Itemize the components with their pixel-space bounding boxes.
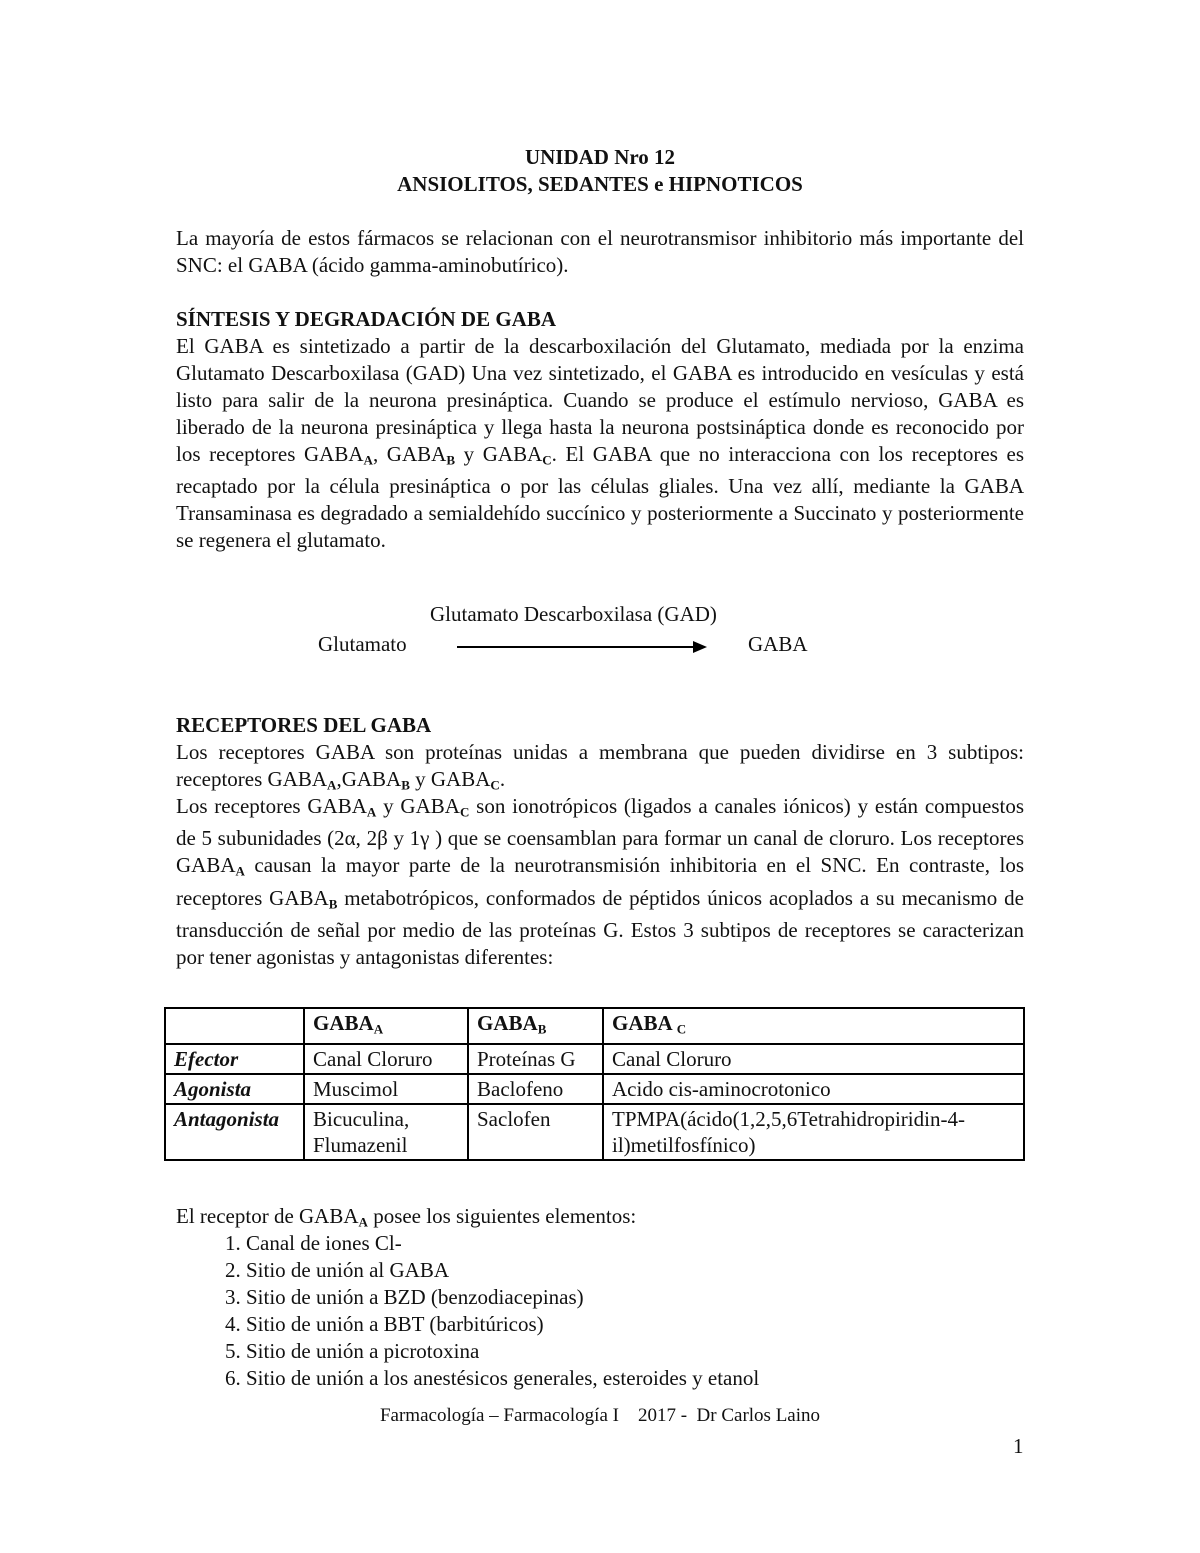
list-item: 2. Sitio de unión al GABA — [246, 1257, 759, 1284]
intro-paragraph: La mayoría de estos fármacos se relacionan con el neurotransmisor inhibitorio más importante del SNC: el GABA (ácido gamma-aminobutírico). — [176, 226, 1024, 277]
table-cell: Muscimol — [304, 1074, 468, 1104]
row-label: Agonista — [165, 1074, 304, 1104]
table-header-gaba-a: $GABA_A$ — [304, 1008, 468, 1044]
document-title: ANSIOLITOS, SEDANTES e HIPNOTICOS — [397, 172, 803, 196]
table-cell: Saclofen — [468, 1104, 603, 1160]
table-cell: Acido cis-aminocrotonico — [603, 1074, 1024, 1104]
table-corner-cell — [165, 1008, 304, 1044]
receptores-paragraph-1: Los receptores GABA son proteínas unidas a membrana que pueden dividirse en 3 subtipos: receptores $GABA_A,GABA_B$ y $GABA_C$. — [176, 740, 1024, 793]
list-item: 1. Canal de iones Cl- — [246, 1230, 759, 1257]
table-cell: Proteínas G — [468, 1044, 603, 1074]
list-item: 4. Sitio de unión a BBT (barbitúricos) — [246, 1311, 759, 1338]
receptor-table — [164, 1007, 1025, 1161]
table-row — [165, 1074, 1024, 1104]
elements-list — [210, 1230, 759, 1392]
table-cell: TPMPA(ácido(1,2,5,6Tetrahidropiridin-4-il)metilfosfínico) — [603, 1104, 1024, 1160]
row-label: Antagonista — [165, 1104, 304, 1160]
table-cell: Bicuculina, Flumazenil — [304, 1104, 468, 1160]
reaction-arrow — [457, 641, 707, 653]
table-header-gaba-b: $GABA_B$ — [468, 1008, 603, 1044]
table-cell: Canal Cloruro — [603, 1044, 1024, 1074]
receptores-heading: RECEPTORES DEL GABA — [176, 713, 432, 737]
sintesis-heading: SÍNTESIS Y DEGRADACIÓN DE GABA — [176, 307, 557, 331]
enzyme-label: Glutamato Descarboxilasa (GAD) — [430, 602, 717, 626]
page-footer: Farmacología – Farmacología I 2017 - Dr Carlos Laino — [379, 1405, 821, 1426]
unit-title: UNIDAD Nro 12 — [524, 145, 676, 169]
sintesis-paragraph: El GABA es sintetizado a partir de la descarboxilación del Glutamato, mediada por la enzima Glutamato Descarboxilasa (GAD) Una vez sintetizado, el GABA es introducido en vesículas y está listo para salir de la neurona presináptica. Cuando se produce el estímulo nervioso, GABA es liberado de la neurona presináptica y llega hasta la neurona postsináptica donde es reconocido por los receptores $GABA_A$, $GABA_B$ y $GABA_C$. El GABA que no interacciona con los receptores es recaptado por la célula presináptica o por las células gliales. Una vez allí, mediante la GABA Transaminasa es degradado a semialdehído succínico y posteriormente a Succinato y posteriormente se regenera el glutamato. — [176, 334, 1024, 553]
table-cell: Canal Cloruro — [304, 1044, 468, 1074]
substrate-label: Glutamato — [318, 632, 407, 656]
page-number: 1 — [1013, 1434, 1024, 1458]
elements-intro: El receptor de $GABA_A$ posee los siguientes elementos: — [176, 1204, 637, 1230]
list-item: 5. Sitio de unión a picrotoxina — [246, 1338, 759, 1365]
product-label: GABA — [748, 632, 808, 656]
table-row — [165, 1104, 1024, 1160]
list-item: 3. Sitio de unión a BZD (benzodiacepinas) — [246, 1284, 759, 1311]
row-label: Efector — [165, 1044, 304, 1074]
receptores-paragraph-2: Los receptores $GABA_A$ y $GABA_C$ son ionotrópicos (ligados a canales iónicos) y están compuestos de 5 subunidades (2α, 2β y 1γ ) que se coensamblan para formar un canal de cloruro. Los receptores $GABA_A$ causan la mayor parte de la neurotransmisión inhibitoria en el SNC. En contraste, los receptores $GABA_B$ metabotrópicos, conformados de péptidos únicos acoplados a su mecanismo de transducción de señal por medio de las proteínas G. Estos 3 subtipos de receptores se caracterizan por tener agonistas y antagonistas diferentes: — [176, 794, 1025, 969]
table-header-gaba-c: GABA $_C$ — [603, 1008, 1024, 1044]
table-cell: Baclofeno — [468, 1074, 603, 1104]
table-row — [165, 1044, 1024, 1074]
list-item: 6. Sitio de unión a los anestésicos generales, esteroides y etanol — [246, 1365, 759, 1392]
table-header-row — [165, 1008, 1024, 1044]
